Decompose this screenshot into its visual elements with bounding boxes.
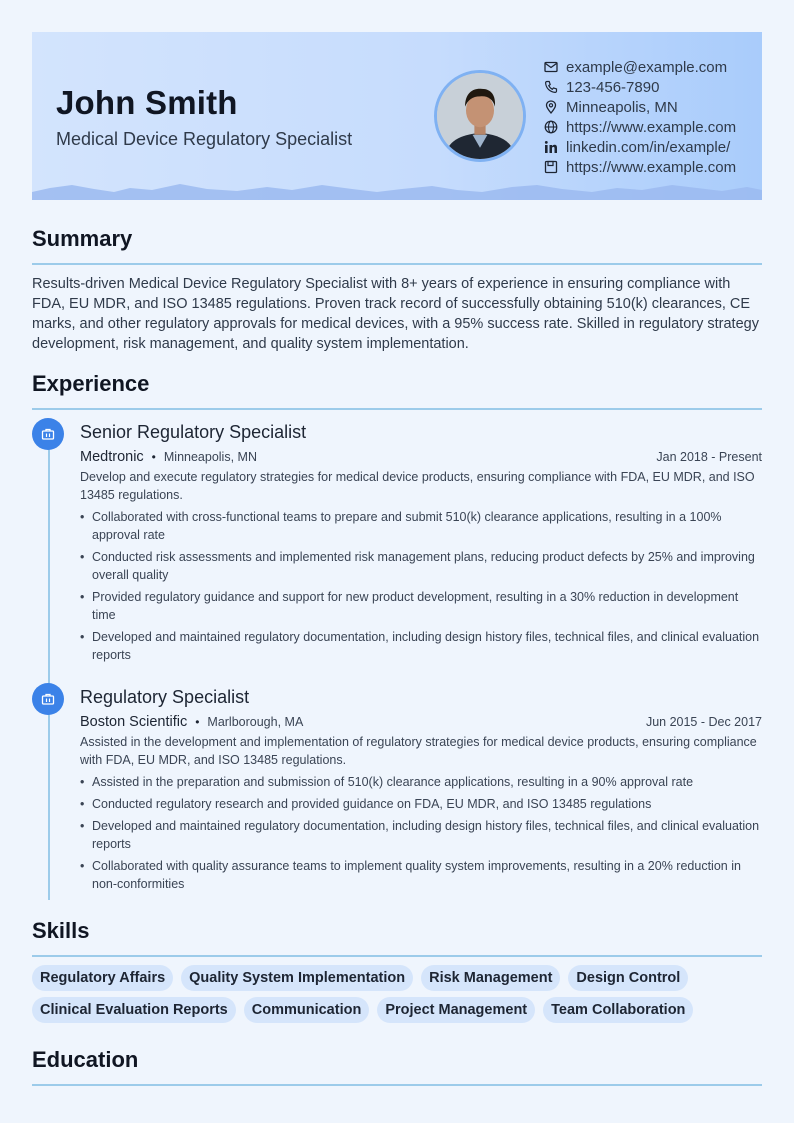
skills-heading: Skills bbox=[32, 918, 90, 943]
candidate-title: Medical Device Regulatory Specialist bbox=[56, 129, 353, 149]
meta-separator: • bbox=[195, 715, 200, 729]
experience-heading: Experience bbox=[32, 371, 150, 396]
meta-separator: • bbox=[151, 450, 156, 464]
skill-chip: Quality System Implementation bbox=[181, 965, 413, 991]
job-location: Minneapolis, MN bbox=[163, 450, 257, 464]
email-icon bbox=[544, 59, 566, 75]
contact-website-text: https://www.example.com bbox=[566, 118, 737, 136]
job-bullet: • Conducted risk assessments and implemented risk management plans, reducing product defects by 25% and improving overall quality bbox=[80, 548, 762, 584]
job-company: Boston Scientific bbox=[80, 714, 188, 730]
profile-photo bbox=[434, 70, 526, 162]
skill-chip: Communication bbox=[244, 997, 370, 1023]
job-bullets bbox=[80, 508, 762, 664]
education-heading: Education bbox=[32, 1047, 139, 1072]
contact-portfolio-text: https://www.example.com bbox=[566, 158, 737, 176]
phone-icon bbox=[544, 79, 566, 95]
job-description: Assisted in the development and implementation of regulatory strategies for medical device products, ensuring compliance with FDA, EU MDR, and ISO 13485 regulations. bbox=[80, 735, 757, 767]
job-entry-1 bbox=[80, 419, 762, 668]
job-role: Regulatory Specialist bbox=[80, 687, 250, 707]
location-pin-icon bbox=[544, 99, 566, 115]
job-bullet: • Collaborated with cross-functional teams to prepare and submit 510(k) clearance applications, resulting in a 100% approval rate bbox=[80, 508, 762, 544]
education-divider bbox=[32, 1084, 762, 1086]
summary-heading: Summary bbox=[32, 226, 133, 251]
job-dates: Jun 2015 - Dec 2017 bbox=[645, 715, 762, 729]
job-entry-2 bbox=[80, 684, 762, 897]
job-meta bbox=[80, 446, 762, 468]
skills-divider bbox=[32, 955, 762, 957]
contact-phone[interactable] bbox=[544, 77, 736, 97]
contact-phone-text: 123-456-7890 bbox=[566, 78, 660, 96]
skill-chip: Regulatory Affairs bbox=[32, 965, 173, 991]
globe-icon bbox=[544, 119, 566, 135]
experience-divider bbox=[32, 408, 762, 410]
contact-email-text: example@example.com bbox=[566, 58, 728, 76]
job-company: Medtronic bbox=[80, 449, 144, 465]
briefcase-icon bbox=[41, 692, 55, 706]
job-bullets bbox=[80, 773, 762, 893]
portfolio-icon bbox=[544, 159, 566, 175]
job-dates: Jan 2018 - Present bbox=[656, 450, 762, 464]
contact-linkedin-text: linkedin.com/in/example/ bbox=[566, 138, 731, 156]
job-bullet: • Developed and maintained regulatory documentation, including design history files, technical files, and clinical evaluation reports bbox=[80, 817, 762, 853]
profile-photo-illustration bbox=[437, 73, 523, 159]
linkedin-icon bbox=[544, 139, 566, 155]
job-role: Senior Regulatory Specialist bbox=[80, 422, 307, 442]
skill-chip: Risk Management bbox=[421, 965, 560, 991]
job-bullet: • Assisted in the preparation and submission of 510(k) clearance applications, resulting in a 90% approval rate bbox=[80, 773, 762, 791]
job-1-marker bbox=[32, 418, 64, 450]
job-bullet: • Conducted regulatory research and provided guidance on FDA, EU MDR, and ISO 13485 regulations bbox=[80, 795, 762, 813]
contact-location bbox=[544, 97, 736, 117]
skill-chip: Design Control bbox=[568, 965, 688, 991]
summary-divider bbox=[32, 263, 762, 265]
job-2-marker bbox=[32, 683, 64, 715]
resume-header bbox=[32, 32, 762, 200]
job-meta bbox=[80, 711, 762, 733]
briefcase-icon bbox=[41, 427, 55, 441]
job-location: Marlborough, MA bbox=[207, 715, 304, 729]
skill-chip: Clinical Evaluation Reports bbox=[32, 997, 236, 1023]
skills-list bbox=[32, 965, 762, 1023]
job-description: Develop and execute regulatory strategies for medical device products, ensuring compliance with FDA, EU MDR, and ISO 13485 regulations. bbox=[80, 470, 755, 502]
skill-chip: Team Collaboration bbox=[543, 997, 693, 1023]
skill-chip: Project Management bbox=[377, 997, 535, 1023]
job-bullet: • Collaborated with quality assurance teams to implement quality system improvements, resulting in a 20% reduction in non-conformities bbox=[80, 857, 762, 893]
summary-text: Results-driven Medical Device Regulatory Specialist with 8+ years of experience in ensuring compliance with FDA, EU MDR, and ISO 13485 regulations. Proven track record of successfully obtaining 510(k) clearances, CE marks, and other regulatory approvals for medical devices, with a 95% success rate. Skilled in regulatory strategy development, risk management, and quality system implementation. bbox=[32, 276, 759, 352]
contact-portfolio[interactable] bbox=[544, 157, 736, 177]
header-wave-decoration bbox=[32, 180, 762, 200]
job-bullet: • Provided regulatory guidance and support for new product development, resulting in a 30% reduction in development time bbox=[80, 588, 762, 624]
candidate-name: John Smith bbox=[56, 84, 238, 121]
contact-location-text: Minneapolis, MN bbox=[566, 98, 678, 116]
contact-linkedin[interactable] bbox=[544, 137, 736, 157]
timeline-line bbox=[48, 432, 50, 900]
contact-website[interactable] bbox=[544, 117, 736, 137]
contact-email[interactable] bbox=[544, 57, 736, 77]
contact-list bbox=[544, 57, 736, 177]
job-bullet: • Developed and maintained regulatory documentation, including design history files, technical files, and clinical evaluation reports bbox=[80, 628, 762, 664]
